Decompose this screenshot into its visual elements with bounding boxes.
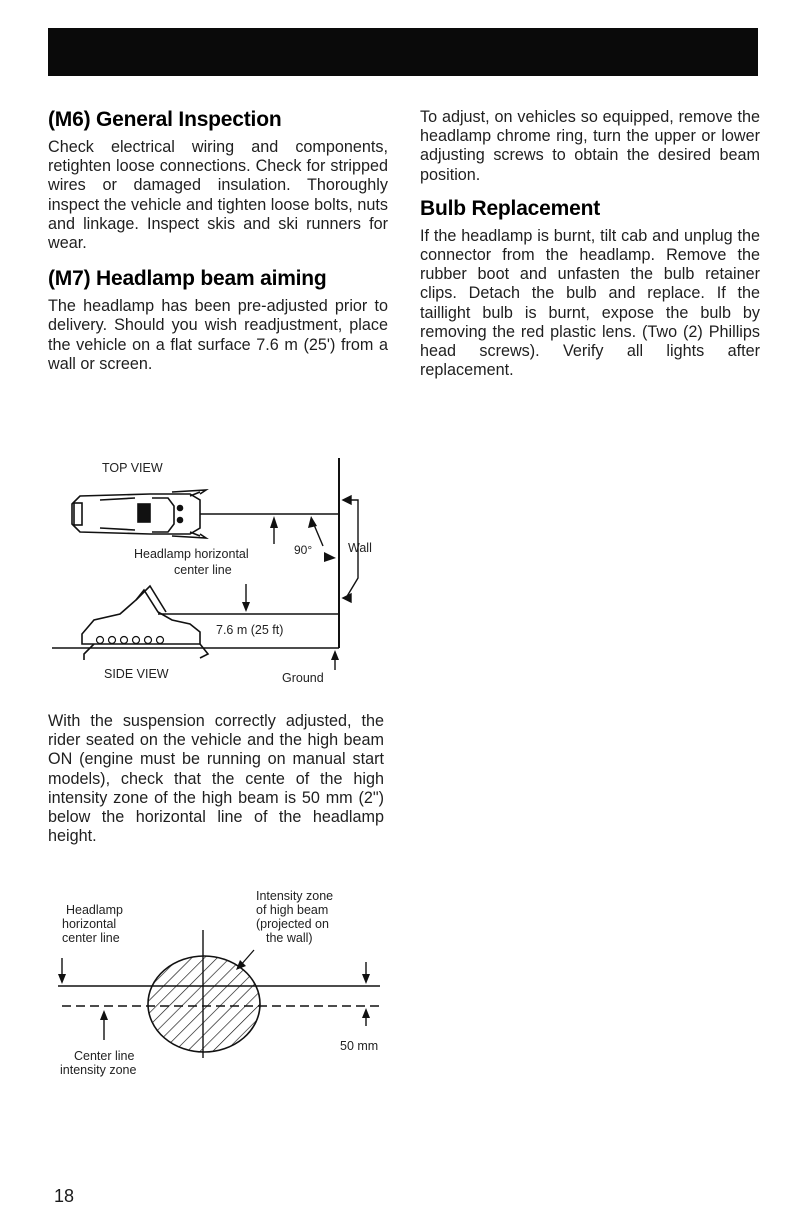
intensity-zone-diagram (40, 880, 410, 1080)
section-title-bulb-replacement: Bulb Replacement (420, 196, 601, 220)
center-line-label-1: Center line (74, 1049, 135, 1063)
headlamp-label-3: center line (62, 931, 120, 945)
zone-label-2: of high beam (256, 903, 329, 917)
beam-check-instructions: With the suspension correctly adjusted, the rider seated on the vehicle and the high beam ON (engine must be running on manual start models), check that the cente of the high intensity zone of the high beam is 50 mm (2") below the horizontal line of the headlamp height. (48, 712, 384, 846)
adjust-instructions: To adjust, on vehicles so equipped, remove the headlamp chrome ring, turn the upper or lower adjusting screws to obtain the desired beam position. (420, 108, 760, 184)
centerline-label-2: center line (174, 563, 232, 577)
section-body-general-inspection: Check electrical wiring and components, retighten loose connections. Check for stripped wires or damaged insulation. Thoroughly inspect the vehicle and tighten loose bolts, nuts and linkage. Inspect skis and ski runners for wear. (48, 138, 388, 253)
zone-label-1: Intensity zone (256, 889, 334, 903)
offset-arrow-down-icon (362, 974, 370, 984)
zone-label-4: the wall) (266, 931, 313, 945)
ground-label: Ground (282, 671, 324, 685)
center-line-arrow-icon (100, 1010, 108, 1020)
center-line-label-2: intensity zone (60, 1063, 137, 1077)
left-column (48, 108, 388, 374)
angle-label: 90° (294, 543, 313, 557)
angle-arrow-icon (324, 552, 336, 562)
snowmobile-side-view-icon (82, 586, 208, 660)
page-number: 18 (54, 1186, 75, 1206)
wall-label: Wall (348, 541, 372, 555)
offset-label: 50 mm (340, 1039, 379, 1053)
section-title-headlamp-aiming: (M7) Headlamp beam aiming (48, 267, 327, 291)
offset-arrow-up-icon (362, 1008, 370, 1018)
side-view-label: SIDE VIEW (104, 667, 169, 681)
headlamp-aiming-diagram (40, 448, 410, 698)
distance-label: 7.6 m (25 ft) (216, 623, 284, 637)
section-title-general-inspection: (M6) General Inspection (48, 108, 282, 131)
top-view-label: TOP VIEW (102, 461, 163, 475)
headlamp-label-1: Headlamp (66, 903, 123, 917)
headlamp-label-2: horizontal (62, 917, 117, 931)
centerline-label-1: Headlamp horizontal (134, 547, 249, 561)
intensity-zone-ellipse (148, 956, 260, 1052)
ground-arrow-icon (331, 650, 339, 660)
section-body-bulb-replacement: If the headlamp is burnt, tilt cab and unplug the connector from the headlamp. Remove the rubber boot and unfasten the bulb retainer clips. Detach the bulb and replace. If the taillight bulb is burnt, expose the bulb by removing the red plastic lens. (Two (2) Phillips head screws). Verify all lights after replacement. (420, 226, 760, 380)
section-body-headlamp-aiming: The headlamp has been pre-adjusted prior to delivery. Should you wish readjustment, place the vehicle on a flat surface 7.6 m (25') from a wall or screen. (48, 297, 388, 373)
header-bar (48, 28, 758, 76)
headlamp-line-arrow-icon (58, 974, 66, 984)
zone-label-3: (projected on (256, 917, 329, 931)
right-column (420, 108, 760, 380)
snowmobile-top-view-icon (72, 490, 206, 538)
